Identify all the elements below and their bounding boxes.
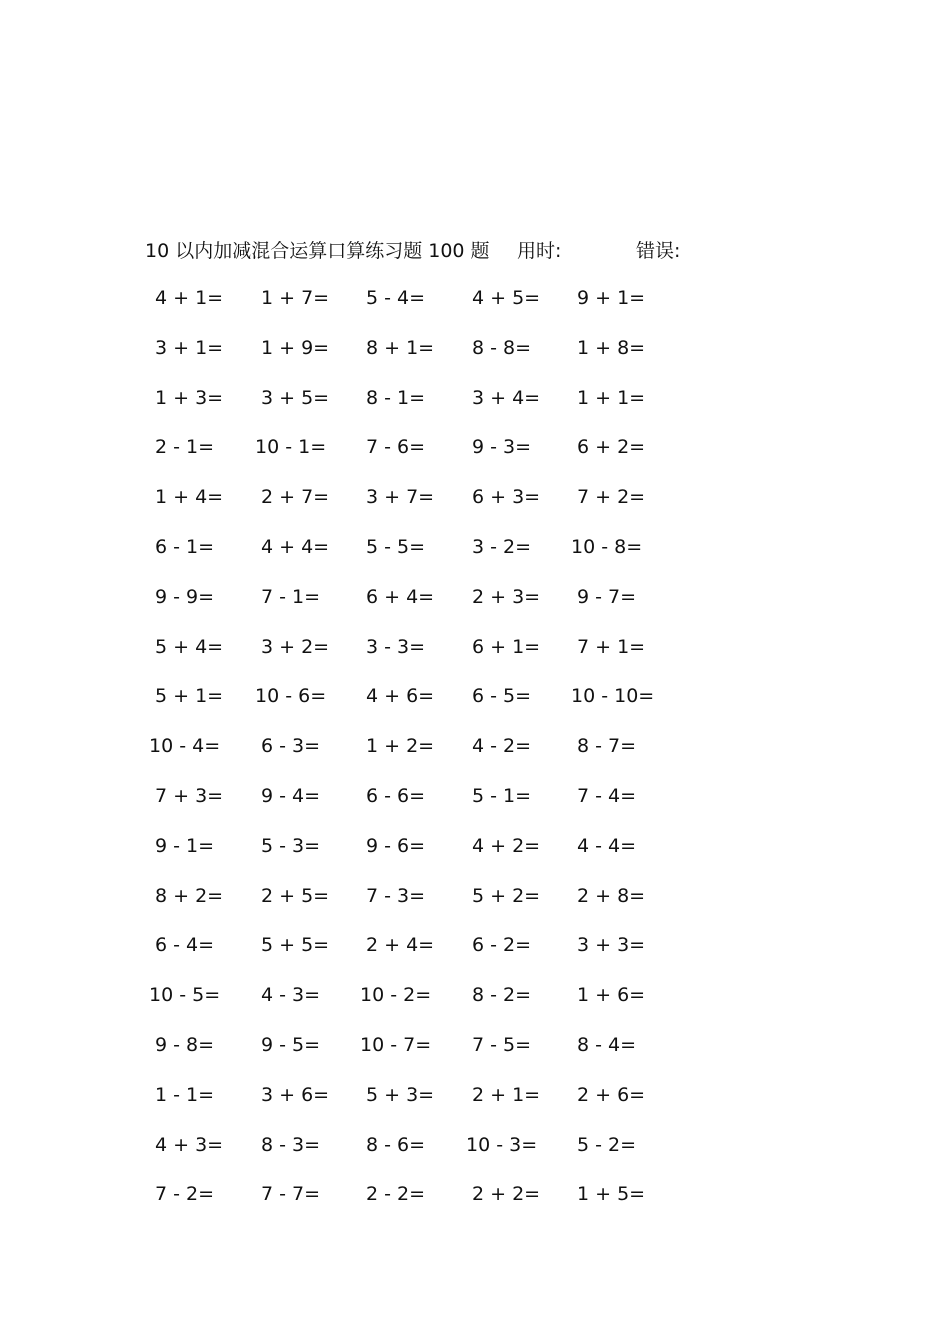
problem-row (150, 732, 710, 782)
arithmetic-problem: 4 - 4= (577, 834, 637, 857)
arithmetic-problem: 2 + 8= (577, 884, 646, 907)
arithmetic-problem: 4 - 3= (261, 984, 321, 1007)
arithmetic-problem: 3 - 2= (472, 535, 532, 558)
arithmetic-problem: 3 + 4= (472, 386, 541, 409)
arithmetic-problem: 10 - 7= (360, 1033, 432, 1056)
arithmetic-problem: 4 + 6= (366, 685, 435, 708)
arithmetic-problem: 3 + 1= (155, 336, 224, 359)
arithmetic-problem: 4 - 2= (472, 735, 532, 758)
arithmetic-problem: 6 + 1= (472, 635, 541, 658)
worksheet-header (145, 236, 765, 264)
arithmetic-problem: 5 - 2= (577, 1133, 637, 1156)
problem-row (150, 931, 710, 981)
arithmetic-problem: 5 + 3= (366, 1083, 435, 1106)
arithmetic-problem: 6 - 5= (472, 685, 532, 708)
arithmetic-problem: 10 - 5= (149, 984, 221, 1007)
arithmetic-problem: 3 + 5= (261, 386, 330, 409)
arithmetic-problem: 2 + 4= (366, 934, 435, 957)
arithmetic-problem: 8 - 2= (472, 984, 532, 1007)
arithmetic-problem: 3 + 3= (577, 934, 646, 957)
problem-row (150, 384, 710, 434)
arithmetic-problem: 4 + 3= (155, 1133, 224, 1156)
arithmetic-problem: 7 - 2= (155, 1183, 215, 1206)
arithmetic-problem: 9 - 8= (155, 1033, 215, 1056)
arithmetic-problem: 5 - 3= (261, 834, 321, 857)
problem-row (150, 832, 710, 882)
arithmetic-problem: 6 - 2= (472, 934, 532, 957)
arithmetic-problem: 5 - 4= (366, 287, 426, 309)
error-count-label: 错误: (636, 240, 681, 262)
arithmetic-problem: 6 - 6= (366, 784, 426, 807)
problem-row (150, 1081, 710, 1131)
problem-row (150, 1031, 710, 1081)
arithmetic-problem: 6 + 3= (472, 486, 541, 509)
arithmetic-problem: 5 + 1= (155, 685, 224, 708)
arithmetic-problem: 6 + 4= (366, 585, 435, 608)
arithmetic-problem: 8 + 2= (155, 884, 224, 907)
arithmetic-problem: 8 - 7= (577, 735, 637, 758)
arithmetic-problem: 8 - 6= (366, 1133, 426, 1156)
arithmetic-problem: 1 - 1= (155, 1083, 215, 1106)
arithmetic-problem: 4 + 5= (472, 287, 541, 309)
arithmetic-problem: 7 - 6= (366, 436, 426, 459)
arithmetic-problem: 3 - 3= (366, 635, 426, 658)
arithmetic-problem: 6 - 4= (155, 934, 215, 957)
arithmetic-problem: 8 - 4= (577, 1033, 637, 1056)
arithmetic-problem: 4 + 4= (261, 535, 330, 558)
arithmetic-problem: 2 + 3= (472, 585, 541, 608)
arithmetic-problem: 1 + 2= (366, 735, 435, 758)
problem-row (150, 483, 710, 533)
arithmetic-problem: 7 + 3= (155, 784, 224, 807)
arithmetic-problem: 6 - 3= (261, 735, 321, 758)
arithmetic-problem: 10 - 3= (466, 1133, 538, 1156)
arithmetic-problem: 5 + 4= (155, 635, 224, 658)
problem-row (150, 1180, 710, 1230)
arithmetic-problem: 6 - 1= (155, 535, 215, 558)
arithmetic-problem: 1 + 7= (261, 287, 330, 309)
arithmetic-problem: 8 + 1= (366, 336, 435, 359)
arithmetic-problem: 3 + 2= (261, 635, 330, 658)
arithmetic-problem: 2 + 6= (577, 1083, 646, 1106)
problem-grid (150, 284, 710, 1230)
arithmetic-problem: 10 - 1= (255, 436, 327, 459)
arithmetic-problem: 5 - 1= (472, 784, 532, 807)
arithmetic-problem: 9 - 6= (366, 834, 426, 857)
problem-row (150, 533, 710, 583)
problem-row (150, 682, 710, 732)
arithmetic-problem: 1 + 3= (155, 386, 224, 409)
arithmetic-problem: 7 - 3= (366, 884, 426, 907)
arithmetic-problem: 4 + 2= (472, 834, 541, 857)
arithmetic-problem: 10 - 8= (571, 535, 643, 558)
arithmetic-problem: 2 - 1= (155, 436, 215, 459)
arithmetic-problem: 10 - 6= (255, 685, 327, 708)
arithmetic-problem: 1 + 4= (155, 486, 224, 509)
arithmetic-problem: 1 + 6= (577, 984, 646, 1007)
arithmetic-problem: 7 - 1= (261, 585, 321, 608)
arithmetic-problem: 8 - 8= (472, 336, 532, 359)
arithmetic-problem: 10 - 4= (149, 735, 221, 758)
arithmetic-problem: 1 + 5= (577, 1183, 646, 1206)
arithmetic-problem: 7 - 5= (472, 1033, 532, 1056)
arithmetic-problem: 9 - 3= (472, 436, 532, 459)
arithmetic-problem: 10 - 10= (571, 685, 655, 708)
problem-row (150, 882, 710, 932)
problem-row (150, 284, 710, 334)
arithmetic-problem: 3 + 6= (261, 1083, 330, 1106)
arithmetic-problem: 1 + 8= (577, 336, 646, 359)
worksheet-title: 10 以内加减混合运算口算练习题 100 题 (145, 240, 490, 262)
arithmetic-problem: 9 - 4= (261, 784, 321, 807)
arithmetic-problem: 8 - 1= (366, 386, 426, 409)
arithmetic-problem: 2 + 2= (472, 1183, 541, 1206)
arithmetic-problem: 9 - 5= (261, 1033, 321, 1056)
arithmetic-problem: 7 - 4= (577, 784, 637, 807)
problem-row (150, 633, 710, 683)
arithmetic-problem: 6 + 2= (577, 436, 646, 459)
arithmetic-problem: 2 - 2= (366, 1183, 426, 1206)
problem-row (150, 433, 710, 483)
arithmetic-problem: 4 + 1= (155, 287, 224, 309)
arithmetic-problem: 8 - 3= (261, 1133, 321, 1156)
arithmetic-problem: 5 - 5= (366, 535, 426, 558)
arithmetic-problem: 9 - 7= (577, 585, 637, 608)
arithmetic-problem: 9 + 1= (577, 287, 646, 309)
problem-row (150, 334, 710, 384)
arithmetic-problem: 5 + 2= (472, 884, 541, 907)
arithmetic-problem: 2 + 5= (261, 884, 330, 907)
arithmetic-problem: 9 - 9= (155, 585, 215, 608)
arithmetic-problem: 2 + 1= (472, 1083, 541, 1106)
problem-row (150, 782, 710, 832)
arithmetic-problem: 7 + 2= (577, 486, 646, 509)
time-used-label: 用时: (517, 240, 562, 262)
problem-row (150, 1131, 710, 1181)
arithmetic-problem: 2 + 7= (261, 486, 330, 509)
arithmetic-problem: 1 + 1= (577, 386, 646, 409)
arithmetic-problem: 3 + 7= (366, 486, 435, 509)
arithmetic-problem: 7 - 7= (261, 1183, 321, 1206)
arithmetic-problem: 9 - 1= (155, 834, 215, 857)
arithmetic-problem: 10 - 2= (360, 984, 432, 1007)
problem-row (150, 981, 710, 1031)
arithmetic-problem: 1 + 9= (261, 336, 330, 359)
problem-row (150, 583, 710, 633)
arithmetic-problem: 5 + 5= (261, 934, 330, 957)
arithmetic-problem: 7 + 1= (577, 635, 646, 658)
